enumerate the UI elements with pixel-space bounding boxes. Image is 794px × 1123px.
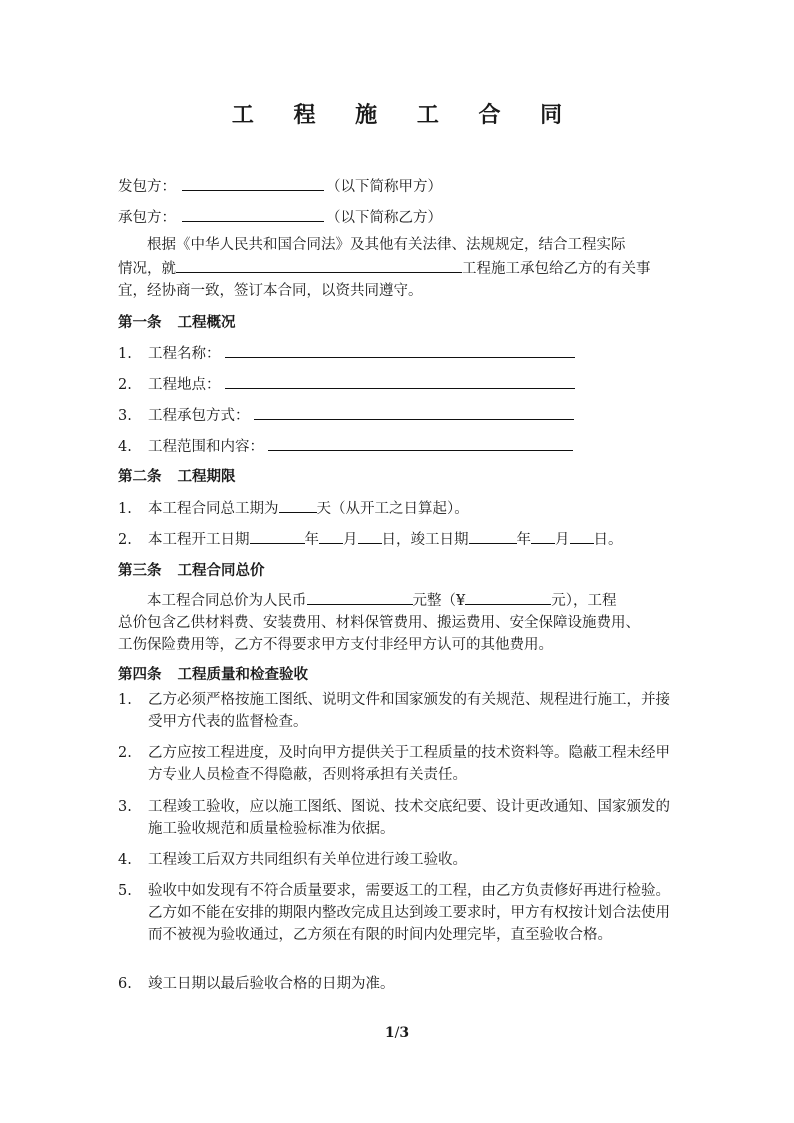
price-text-a: 本工程合同总价为人民币 (147, 593, 307, 609)
section-4-title: 工程质量和检查验收 (177, 666, 308, 683)
item-text: 验收中如发现有不符合质量要求，需要返工的工程，由乙方负责修好再进行检验。乙方如不能在安排的期限内整改完成且达到竣工要求时，甲方有权按计划合法使用而不被视为验收通过，乙方须在有限的时间内处理完毕，直至验收合格。 (148, 883, 670, 943)
item-number: 4. (118, 852, 132, 868)
preamble-text-3: 工程施工承包给乙方的有关事 (462, 261, 651, 277)
total-pages: 3 (399, 1025, 410, 1041)
contract-method-field[interactable] (254, 403, 574, 420)
contractor-note: （以下简称乙方） (326, 210, 442, 226)
overview-item-2 (118, 372, 575, 395)
overview-item-1 (118, 341, 575, 364)
project-location-field[interactable] (225, 372, 575, 389)
quality-item-5 (118, 880, 684, 946)
duration-days-field[interactable] (279, 496, 317, 513)
item-number: 1. (118, 501, 132, 517)
price-number-field[interactable] (465, 588, 551, 605)
year-label: 年 (304, 532, 319, 548)
quality-item-6 (118, 973, 684, 995)
price-text-c: 元），工程 (551, 593, 617, 609)
page-separator: / (394, 1025, 400, 1041)
employer-note: （以下简称甲方） (326, 179, 442, 195)
day-label: 日。 (593, 532, 623, 548)
project-name-blank[interactable] (176, 256, 462, 273)
month-label: 月 (343, 532, 358, 548)
section-3-heading (118, 559, 265, 580)
current-page: 1 (384, 1025, 395, 1041)
section-1-title: 工程概况 (177, 314, 236, 331)
price-text-d: 总价包含乙供材料费、安装费用、材料保管费用、搬运费用、安全保障设施费用、 (118, 615, 640, 631)
quality-item-3 (118, 796, 684, 840)
start-month-field[interactable] (319, 527, 343, 544)
item-number: 2. (118, 745, 132, 761)
duration-suffix: 天（从开工之日算起）。 (316, 501, 469, 517)
item-number: 4. (118, 439, 132, 455)
section-1-number: 第一条 (118, 314, 162, 331)
section-2-number: 第二条 (118, 468, 162, 485)
section-1-heading (118, 311, 236, 332)
page-number (0, 1025, 794, 1041)
item-text: 工程竣工后双方共同组织有关单位进行竣工验收。 (148, 852, 467, 868)
preamble-text-1: 根据《中华人民共和国合同法》及其他有关法律、法规规定，结合工程实际 (147, 237, 626, 253)
item-text: 工程竣工验收，应以施工图纸、图说、技术交底纪要、设计更改通知、国家颁发的施工验收规范和质量检验标准为依据。 (148, 799, 670, 837)
preamble-text-2: 情况，就 (118, 261, 176, 277)
end-day-field[interactable] (570, 527, 594, 544)
contractor-line (118, 205, 442, 228)
project-location-label: 工程地点： (148, 377, 221, 393)
end-month-field[interactable] (531, 527, 555, 544)
end-year-field[interactable] (469, 527, 517, 544)
section-3-title: 工程合同总价 (177, 562, 265, 579)
project-name-label: 工程名称： (148, 346, 221, 362)
item-number: 3. (118, 799, 132, 815)
item-number: 2. (118, 377, 132, 393)
period-item-1 (118, 496, 469, 519)
item-number: 3. (118, 408, 132, 424)
quality-item-1 (118, 689, 684, 733)
employer-line (118, 174, 442, 197)
page-title: 工 程 施 工 合 同 (231, 102, 579, 128)
project-name-field[interactable] (225, 341, 575, 358)
total-price-paragraph (118, 588, 680, 656)
quality-item-2 (118, 742, 684, 786)
item-text: 乙方必须严格按施工图纸、说明文件和国家颁发的有关规范、规程进行施工，并接受甲方代表的监督检查。 (148, 692, 670, 730)
employer-blank[interactable] (182, 174, 324, 191)
overview-item-4 (118, 434, 573, 457)
item-number: 2. (118, 532, 132, 548)
section-3-number: 第三条 (118, 562, 162, 579)
quality-item-4 (118, 849, 684, 871)
section-4-number: 第四条 (118, 666, 162, 683)
project-scope-label: 工程范围和内容： (148, 439, 264, 455)
start-date-label: 本工程开工日期 (148, 532, 250, 548)
price-words-field[interactable] (307, 588, 413, 605)
section-4-heading (118, 663, 308, 684)
contract-method-label: 工程承包方式： (148, 408, 250, 424)
period-item-2 (118, 527, 623, 550)
contractor-label: 承包方： (118, 210, 176, 226)
start-day-field[interactable] (358, 527, 382, 544)
item-text: 乙方应按工程进度，及时向甲方提供关于工程质量的技术资料等。隐蔽工程未经甲方专业人员检查不得隐蔽，否则将承担有关责任。 (148, 745, 670, 783)
month-label: 月 (555, 532, 570, 548)
end-date-label: 日，竣工日期 (381, 532, 469, 548)
employer-label: 发包方： (118, 179, 176, 195)
contractor-blank[interactable] (182, 205, 324, 222)
start-year-field[interactable] (250, 527, 305, 544)
item-number: 5. (118, 883, 132, 899)
price-text-b: 元整（¥ (412, 593, 466, 609)
section-2-heading (118, 465, 236, 486)
project-scope-field[interactable] (268, 434, 573, 451)
price-text-e: 工伤保险费用等，乙方不得要求甲方支付非经甲方认可的其他费用。 (118, 637, 553, 653)
duration-text: 本工程合同总工期为 (148, 501, 279, 517)
item-text: 竣工日期以最后验收合格的日期为准。 (148, 976, 395, 992)
preamble-text-4: 宜，经协商一致，签订本合同，以资共同遵守。 (118, 283, 423, 299)
section-2-title: 工程期限 (177, 468, 236, 485)
preamble-paragraph (118, 234, 680, 302)
item-number: 1. (118, 692, 132, 708)
overview-item-3 (118, 403, 574, 426)
item-number: 1. (118, 346, 132, 362)
year-label: 年 (516, 532, 531, 548)
item-number: 6. (118, 976, 132, 992)
